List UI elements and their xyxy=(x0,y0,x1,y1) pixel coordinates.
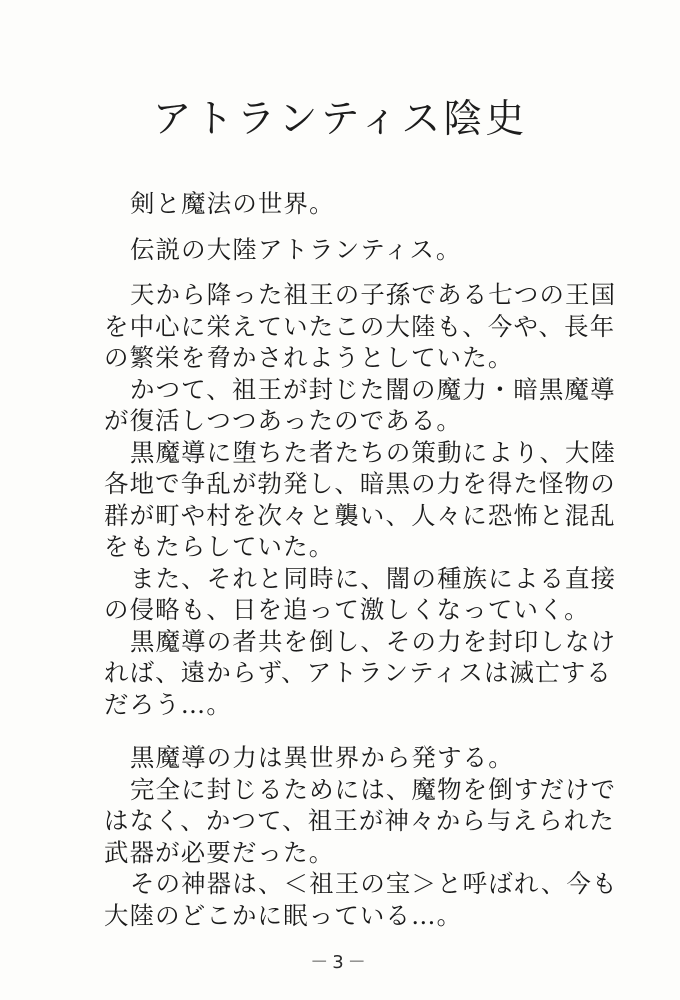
text-line: 完全に封じるためには、魔物を倒すだけで xyxy=(130,774,617,804)
text-line: また、それと同時に、闇の種族による直接 xyxy=(130,563,617,593)
paragraph xyxy=(104,374,624,437)
text-line: をもたらしていた。 xyxy=(104,532,335,561)
paragraph xyxy=(104,868,624,931)
paragraph xyxy=(104,742,624,774)
text-line: だろう…。 xyxy=(104,689,232,719)
paragraph xyxy=(104,188,624,220)
text-line: を中心に栄えていたこの大陸も、今や、長年 xyxy=(104,311,616,341)
paragraph xyxy=(104,234,624,266)
text-line: 天から降った祖王の子孫である七つの王国 xyxy=(130,280,617,309)
text-line: かつて、祖王が封じた闇の魔力・暗黒魔導 xyxy=(130,374,616,404)
page-number: －3－ xyxy=(310,952,370,973)
text-line: の繁栄を脅かされようとしていた。 xyxy=(104,343,514,372)
text-line: 黒魔導に堕ちた者たちの策動により、大陸 xyxy=(130,437,617,467)
page-title: アトランティス陰史 xyxy=(152,97,528,142)
paragraph xyxy=(104,774,624,869)
text-line: 伝説の大陸アトランティス。 xyxy=(130,234,462,264)
text-line: 黒魔導の者共を倒し、その力を封印しなけ xyxy=(130,626,617,656)
text-line: 剣と魔法の世界。 xyxy=(130,189,335,218)
text-line: その神器は、＜祖王の宝＞と呼ばれ、今も xyxy=(130,869,618,898)
paragraph xyxy=(104,279,624,374)
body-text xyxy=(104,188,624,931)
paragraph xyxy=(104,437,624,563)
text-line: 黒魔導の力は異世界から発する。 xyxy=(130,743,514,772)
paragraph xyxy=(104,563,624,626)
text-line: 大陸のどこかに眠っている…。 xyxy=(104,900,463,930)
text-line: れば、遠からず、アトランティスは滅亡する xyxy=(104,658,612,687)
text-line: 群が町や村を次々と襲い、人々に恐怖と混乱 xyxy=(104,500,616,530)
text-line: が復活しつつあったのである。 xyxy=(104,406,463,435)
text-line: の侵略も、日を追って激しくなっていく。 xyxy=(104,595,590,624)
paragraph xyxy=(104,626,624,721)
text-line: はなく、かつて、祖王が神々から与えられた xyxy=(104,806,615,835)
text-line: 武器が必要だった。 xyxy=(104,837,335,867)
text-line: 各地で争乱が勃発し、暗黒の力を得た怪物の xyxy=(104,469,616,498)
